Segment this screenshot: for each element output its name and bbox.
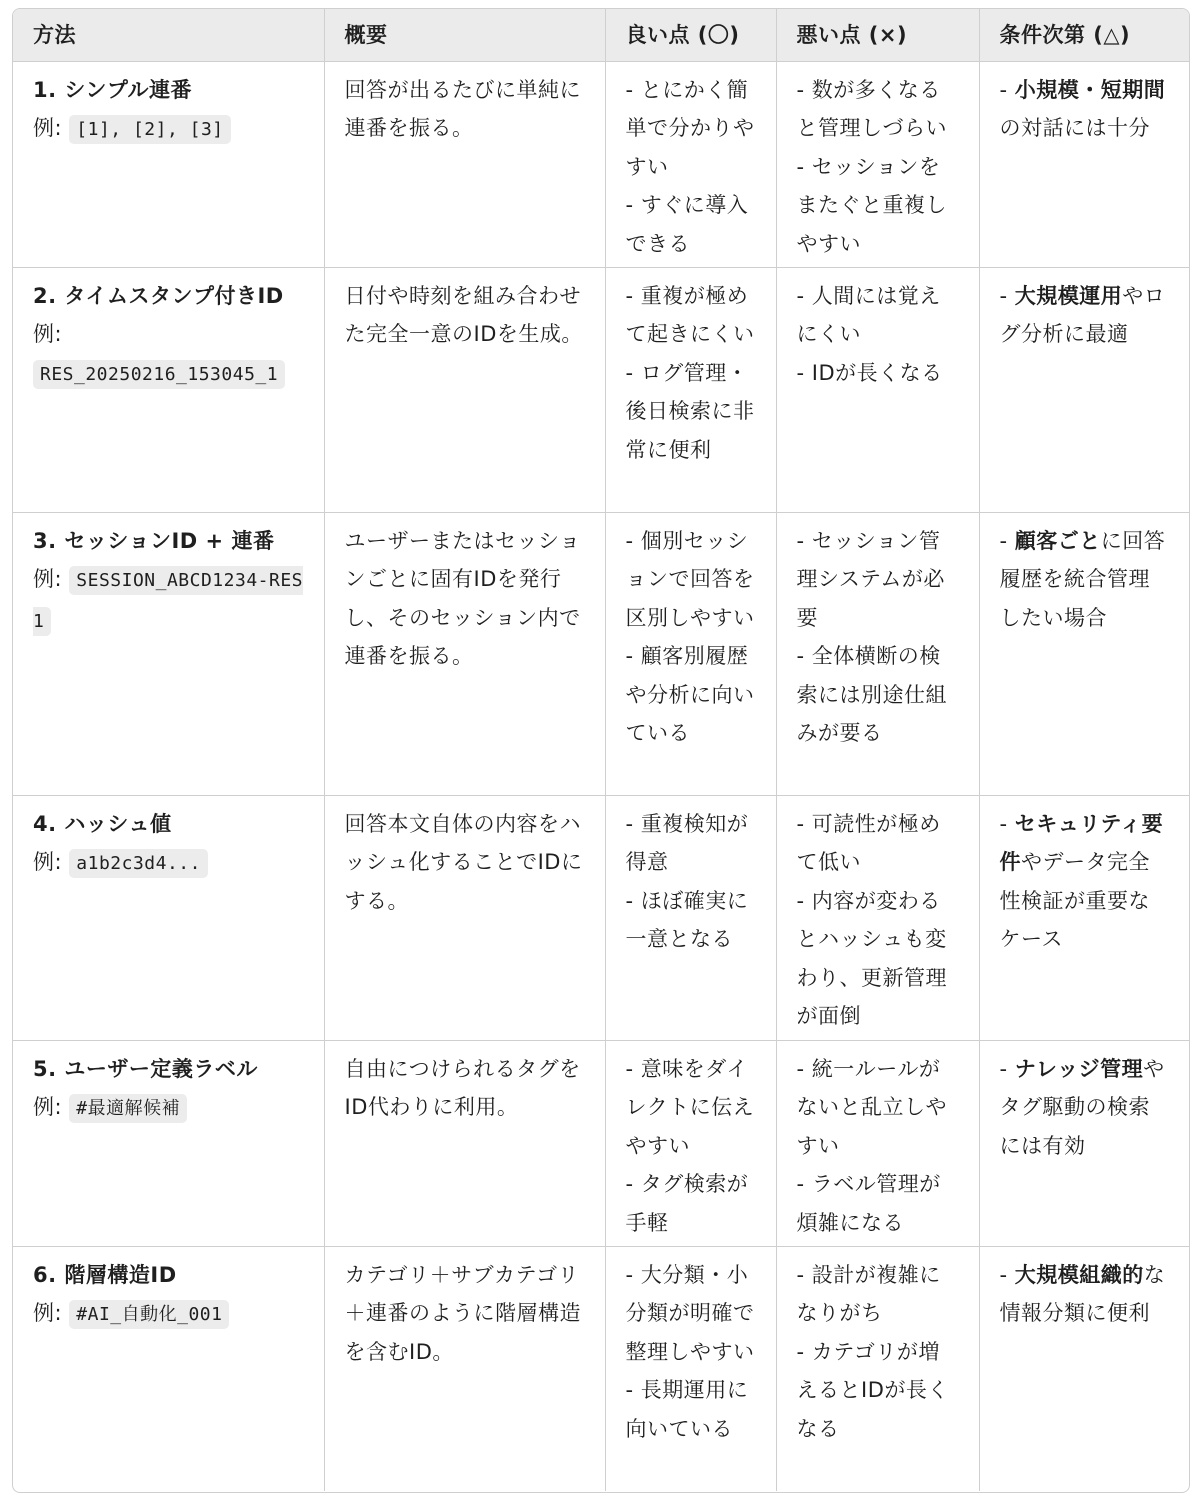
example-label: 例: [33,567,70,591]
example-label: 例: [33,116,70,140]
example-label: 例: [33,322,63,346]
bad-cell [776,512,979,795]
cond-prefix: - [999,811,1015,836]
cond-prefix: - [999,528,1015,553]
bad-point: - 全体横断の検索には別途仕組みが要る [796,644,947,745]
table-row [13,1246,1189,1491]
cond-text: やデータ完全性検証が重要なケース [999,850,1150,951]
good-cell [605,61,776,267]
good-point: - 重複検知が得意 [625,811,749,874]
good-point: - 重複が極めて起きにくい [625,283,755,346]
good-cell [605,267,776,512]
cond-highlight: ナレッジ管理 [1014,1056,1144,1081]
good-point: - 意味をダイレクトに伝えやすい [625,1056,755,1158]
summary-cell: 回答が出るたびに単純に連番を振る。 [324,61,605,267]
example-code: #AI_自動化_001 [69,1300,229,1329]
table-row [13,1040,1189,1246]
cond-prefix: - [999,1056,1015,1081]
bad-cell [776,267,979,512]
example-label: 例: [33,1301,70,1325]
cond-highlight: セキュリティ要件 [999,811,1164,874]
cond-highlight: 大規模運用 [1014,283,1123,308]
bad-cell [776,1246,979,1491]
bad-point: - 数が多くなると管理しづらい [796,77,947,140]
cond-prefix: - [999,1262,1015,1287]
example-code: SESSION_ABCD1234-RES1 [33,566,303,636]
cond-highlight: 大規模組織的 [1014,1262,1144,1287]
conditional-cell [979,795,1189,1040]
good-point: - 大分類・小分類が明確で整理しやすい [625,1262,755,1364]
good-point: - 個別セッションで回答を区別しやすい [625,528,755,630]
bad-point: - 可読性が極めて低い [796,811,941,874]
good-point: - すぐに導入できる [625,193,749,256]
good-point: - とにかく簡単で分かりやすい [625,77,755,179]
conditional-cell [979,61,1189,267]
bad-cell [776,61,979,267]
table-row [13,267,1189,512]
method-cell [13,1040,324,1246]
good-point: - 顧客別履歴や分析に向いている [625,644,755,745]
bad-point: - 設計が複雑になりがち [796,1262,941,1325]
header-method: 方法 [13,9,324,61]
cond-highlight: 顧客ごと [1014,528,1101,553]
method-cell [13,61,324,267]
bad-cell [776,795,979,1040]
example-code: #最適解候補 [69,1094,187,1123]
example-code: [1], [2], [3] [69,115,230,144]
comparison-table [12,8,1190,1493]
good-cell [605,795,776,1040]
summary-cell: 自由につけられるタグをID代わりに利用。 [324,1040,605,1246]
method-name: 3. セッションID + 連番 [33,528,275,553]
header-good: 良い点 (〇) [605,9,776,61]
cond-text: の対話には十分 [999,116,1150,140]
cond-text: やタグ駆動の検索には有効 [999,1056,1165,1158]
id-method-table [13,9,1189,1491]
method-cell [13,512,324,795]
good-cell [605,1040,776,1246]
conditional-cell [979,512,1189,795]
bad-point: - 統一ルールがないと乱立しやすい [796,1056,947,1158]
summary-cell: カテゴリ＋サブカテゴリ＋連番のように階層構造を含むID。 [324,1246,605,1491]
bad-point: - セッションをまたぐと重複しやすい [796,154,947,256]
good-point: - ログ管理・後日検索に非常に便利 [625,360,755,462]
example-label: 例: [33,850,70,874]
conditional-cell [979,267,1189,512]
table-header-row [13,9,1189,61]
good-point: - 長期運用に向いている [625,1378,749,1441]
bad-cell [776,1040,979,1246]
summary-cell: 回答本文自体の内容をハッシュ化することでIDにする。 [324,795,605,1040]
good-cell [605,512,776,795]
summary-cell: 日付や時刻を組み合わせた完全一意のIDを生成。 [324,267,605,512]
method-cell [13,1246,324,1491]
example-code: RES_20250216_153045_1 [33,360,285,389]
good-point: - タグ検索が手軽 [625,1172,749,1235]
bad-point: - IDが長くなる [796,360,943,385]
cond-highlight: 小規模・短期間 [1014,77,1166,102]
summary-cell: ユーザーまたはセッションごとに固有IDを発行し、そのセッション内で連番を振る。 [324,512,605,795]
cond-prefix: - [999,283,1015,308]
cond-text: やログ分析に最適 [999,283,1166,346]
header-summary: 概要 [324,9,605,61]
bad-point: - カテゴリが増えるとIDが長くなる [796,1339,949,1441]
header-conditional: 条件次第 (△) [979,9,1189,61]
conditional-cell [979,1040,1189,1246]
bad-point: - セッション管理システムが必要 [796,528,945,630]
good-point: - ほぼ確実に一意となる [625,888,749,951]
table-row [13,61,1189,267]
bad-point: - ラベル管理が煩雑になる [796,1172,941,1235]
good-cell [605,1246,776,1491]
example-code: a1b2c3d4... [69,849,208,878]
bad-point: - 内容が変わるとハッシュも変わり、更新管理が面倒 [796,888,947,1028]
header-bad: 悪い点 (×) [776,9,979,61]
example-label: 例: [33,1095,70,1119]
method-name: 5. ユーザー定義ラベル [33,1056,258,1081]
table-row [13,512,1189,795]
bad-point: - 人間には覚えにくい [796,283,941,346]
method-name: 1. シンプル連番 [33,77,193,102]
method-name: 6. 階層構造ID [33,1262,177,1287]
cond-text: な情報分類に便利 [999,1262,1166,1325]
cond-text: に回答履歴を統合管理したい場合 [999,528,1166,630]
method-cell [13,795,324,1040]
method-name: 4. ハッシュ値 [33,811,172,836]
method-cell [13,267,324,512]
method-name: 2. タイムスタンプ付きID [33,283,284,308]
conditional-cell [979,1246,1189,1491]
table-row [13,795,1189,1040]
cond-prefix: - [999,77,1015,102]
